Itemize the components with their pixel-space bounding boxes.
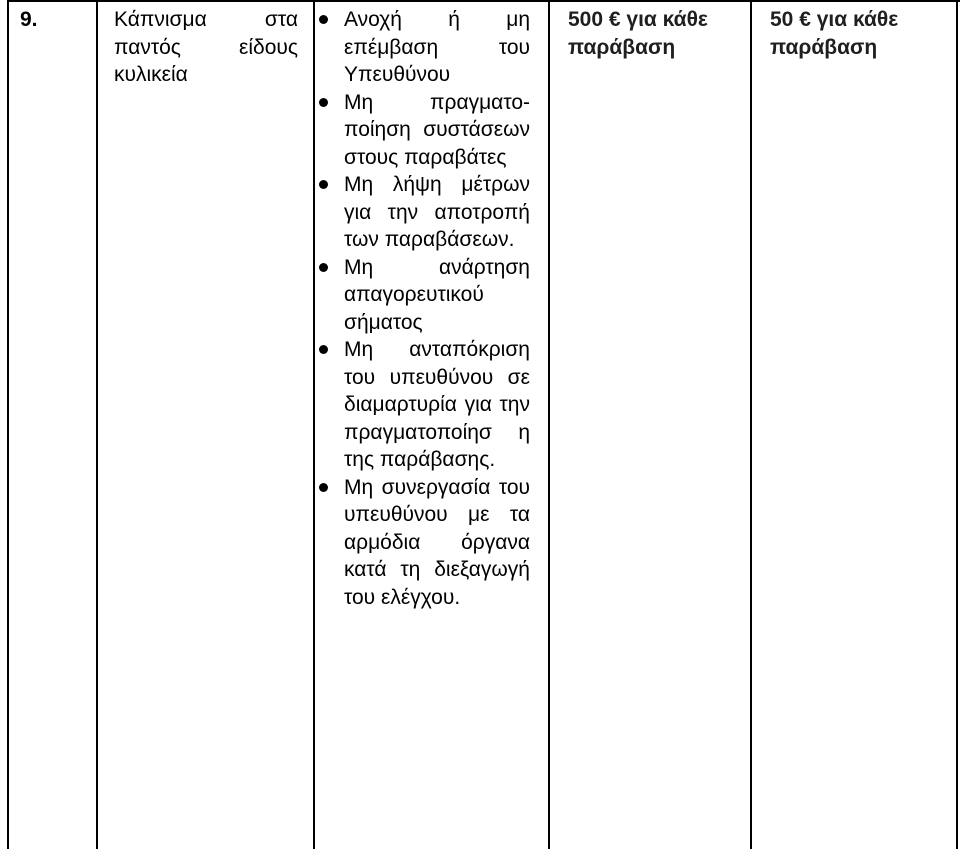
table-column-divider (7, 0, 9, 849)
list-item (316, 336, 530, 474)
table-top-border (7, 0, 960, 2)
fine-repeat-offense: 50 € για κάθε παράβαση (770, 8, 899, 59)
row-number: 9. (20, 8, 38, 31)
violations-list-cell (316, 6, 530, 611)
list-item (316, 474, 530, 612)
list-item (316, 171, 530, 254)
bullet-dot-icon (319, 180, 328, 189)
bullet-dot-icon (319, 345, 328, 354)
list-item-text: Μη πραγματο-ποίηση συστάσεων στους παραβάτες (344, 90, 530, 169)
bullet-dot-icon (319, 15, 328, 24)
list-item-text: Μη ανταπόκριση του υπευθύνου σε διαμαρτυρία για την πραγματοποίησ η της παράβασης. (344, 338, 530, 471)
bullet-dot-icon (319, 263, 328, 272)
list-item-text: Μη συνεργασία του υπευθύνου με τα αρμόδια όργανα κατά τη διεξαγωγή του ελέγχου. (344, 475, 530, 609)
bullet-dot-icon (319, 98, 328, 107)
table-column-divider (956, 0, 958, 849)
fine-first-offense: 500 € για κάθε παράβαση (568, 8, 708, 59)
table-column-divider (750, 0, 752, 849)
table-column-divider (96, 0, 98, 849)
violations-list (316, 6, 530, 611)
list-item (316, 6, 530, 89)
list-item (316, 254, 530, 337)
table-column-divider (313, 0, 315, 849)
violation-subject: Κάπνισμα στα παντός είδους κυλικεία (114, 8, 298, 86)
table-column-divider (548, 0, 550, 849)
list-item (316, 89, 530, 172)
bullet-dot-icon (319, 483, 328, 492)
list-item-text: Μη λήψη μέτρων για την αποτροπή των παραβάσεων. (344, 173, 530, 251)
list-item-text: Ανοχή ή μη επέμβαση του Υπευθύνου (344, 8, 530, 86)
list-item-text: Μη ανάρτηση απαγορευτικού σήματος (344, 255, 530, 334)
